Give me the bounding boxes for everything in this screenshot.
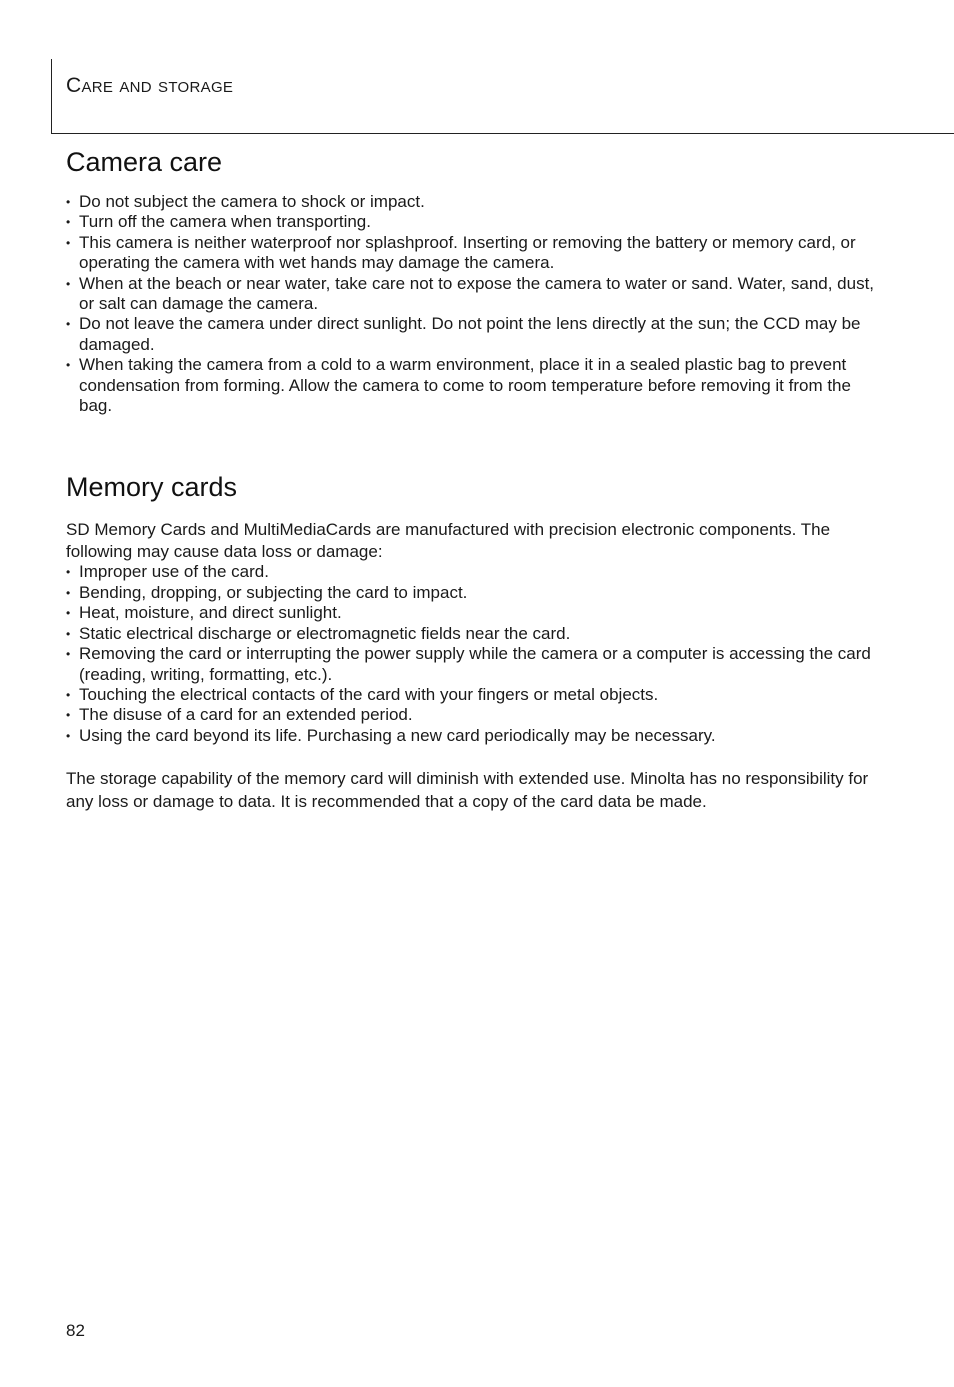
memory-cards-intro: SD Memory Cards and MultiMediaCards are manufactured with precision electronic components. The following may cause data loss or damage:: [66, 520, 831, 561]
page-content: [66, 140, 886, 813]
header-vertical-rule: [51, 59, 52, 134]
list-item: • Touching the electrical contacts of the card with your fingers or metal objects.: [66, 685, 886, 705]
list-item: • Heat, moisture, and direct sunlight.: [66, 603, 886, 623]
list-item: • Using the card beyond its life. Purchasing a new card periodically may be necessary.: [66, 726, 886, 746]
memory-cards-section: [66, 468, 886, 813]
list-item: • This camera is neither waterproof nor splashproof. Inserting or removing the battery or memory card, or operating the camera with wet hands may damage the camera.: [66, 233, 886, 274]
page-number: 82: [66, 1321, 85, 1340]
list-item: • Static electrical discharge or electromagnetic fields near the card.: [66, 624, 886, 644]
memory-cards-list: [66, 562, 886, 746]
camera-care-section: [66, 143, 886, 416]
list-item: • The disuse of a card for an extended period.: [66, 705, 886, 725]
list-item: • Removing the card or interrupting the power supply while the camera or a computer is accessing the card (reading, writing, formatting, etc.).: [66, 644, 886, 685]
camera-care-title: Camera care: [66, 147, 223, 177]
list-item: • Turn off the camera when transporting.: [66, 212, 886, 232]
list-item: • Bending, dropping, or subjecting the card to impact.: [66, 583, 886, 603]
memory-cards-title: Memory cards: [66, 472, 238, 503]
section-header: Care and storage: [66, 74, 234, 97]
memory-cards-closing: The storage capability of the memory card will diminish with extended use. Minolta has no responsibility for any loss or damage to data. It is recommended that a copy of the card data be made.: [66, 769, 869, 812]
list-item: • Improper use of the card.: [66, 562, 886, 582]
list-item: • When at the beach or near water, take care not to expose the camera to water or sand. Water, sand, dust, or salt can damage the camera.: [66, 274, 886, 315]
list-item: • Do not subject the camera to shock or impact.: [66, 192, 886, 212]
list-item: • Do not leave the camera under direct sunlight. Do not point the lens directly at the sun; the CCD may be damaged.: [66, 314, 886, 355]
header-horizontal-rule: [51, 133, 954, 134]
list-item: • When taking the camera from a cold to a warm environment, place it in a sealed plastic bag to prevent condensation from forming. Allow the camera to come to room temperature before removing it from the bag.: [66, 355, 886, 416]
camera-care-list: [66, 192, 886, 416]
